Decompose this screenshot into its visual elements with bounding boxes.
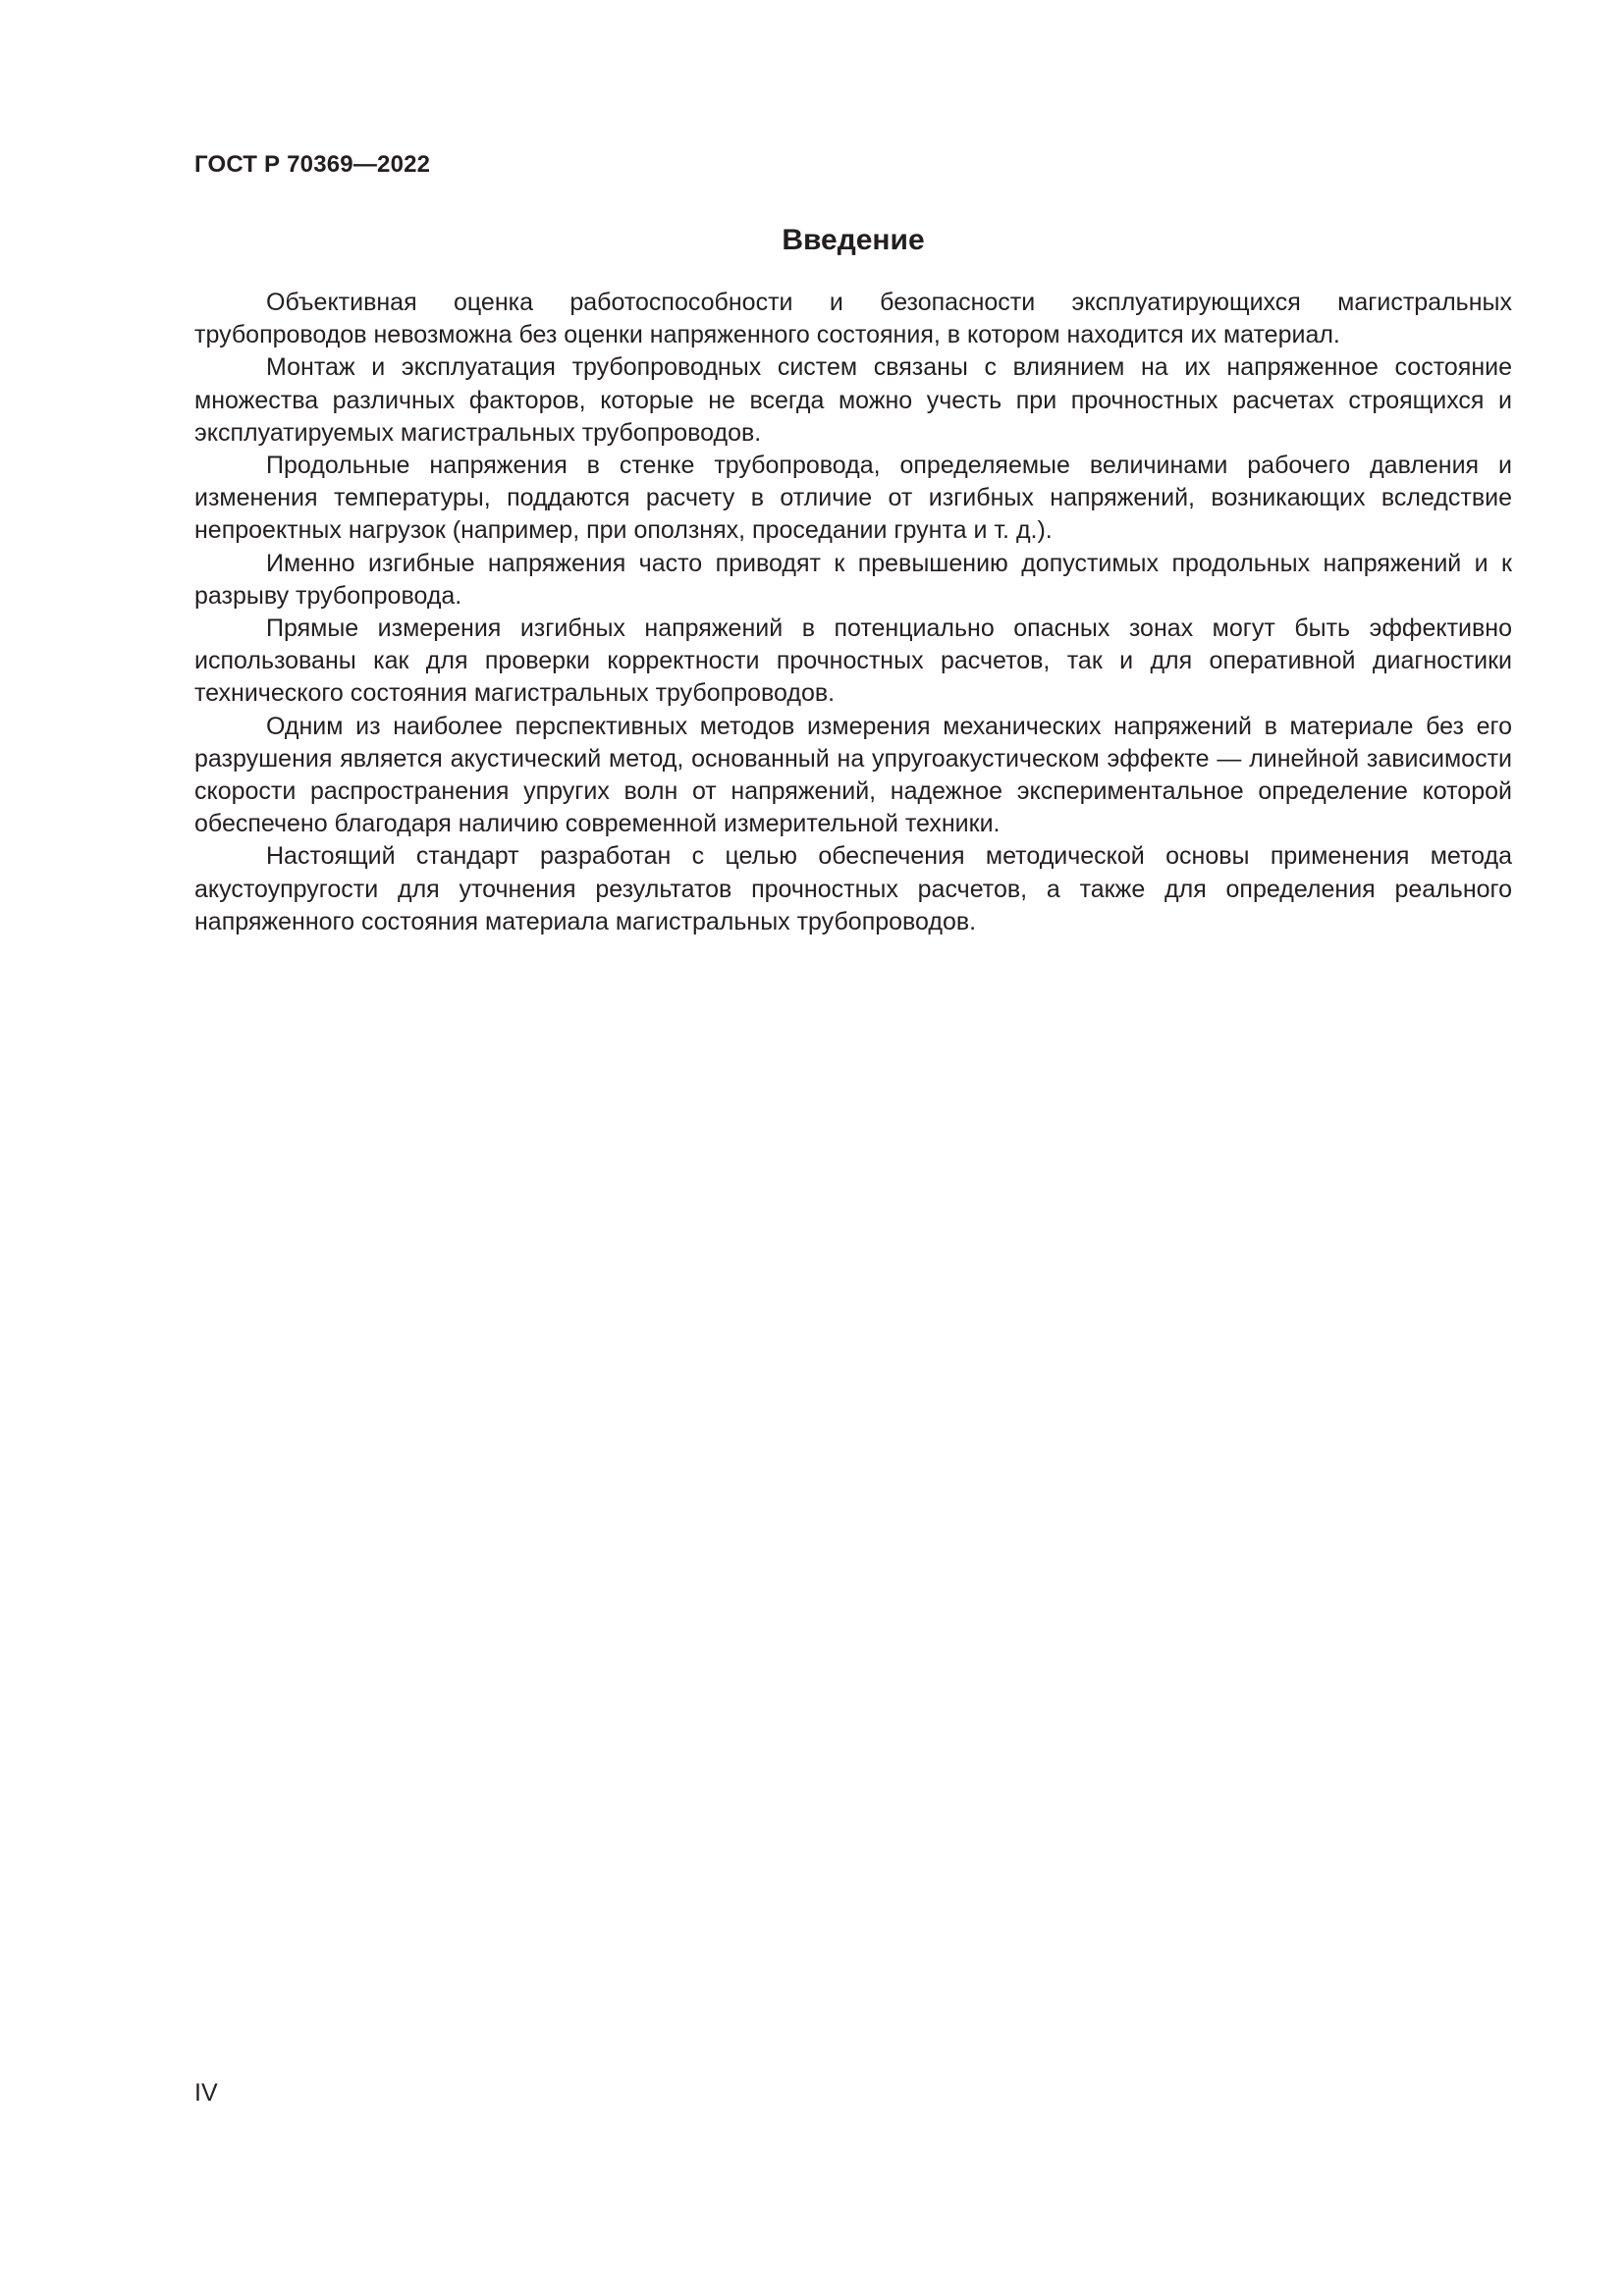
paragraph: Продольные напряжения в стенке трубопровода, определяемые величинами рабочего давления и изменения температуры, поддаются расчету в отличие от изгибных напряжений, возникающих вследствие непроектных нагрузок (например, при оползнях, проседании грунта и т. д.). [194,452,1512,545]
document-code: ГОСТ Р 70369—2022 [194,151,431,178]
paragraph: Монтаж и эксплуатация трубопроводных систем связаны с влиянием на их напряженное состояние множества различных факторов, которые не всегда можно учесть при прочностных расчетах строящихся и эксплуатируемых магистральных трубопроводов. [194,353,1512,447]
introduction-text [194,287,1512,938]
section-title: Введение [782,224,925,256]
page-number: IV [194,2079,218,2107]
paragraph: Объективная оценка работоспособности и безопасности эксплуатирующихся магистральных трубопроводов невозможна без оценки напряженного состояния, в котором находится их материал. [194,289,1512,349]
paragraph: Именно изгибные напряжения часто приводят к превышению допустимых продольных напряжений и к разрыву трубопровода. [194,549,1512,610]
paragraph: Одним из наиболее перспективных методов измерения механических напряжений в материале без его разрушения является акустический метод, основанный на упругоакустическом эффекте — линейной зависимости скорости распространения упругих волн от напряжений, надежное экспериментальное определение которой обеспечено благодаря наличию современной измерительной техники. [194,712,1512,838]
paragraph: Прямые измерения изгибных напряжений в потенциально опасных зонах могут быть эффективно использованы как для проверки корректности прочностных расчетов, так и для оперативной диагностики технического состояния магистральных трубопроводов. [194,614,1512,708]
paragraph: Настоящий стандарт разработан с целью обеспечения методической основы применения метода акустоупругости для уточнения результатов прочностных расчетов, а также для определения реального напряженного состояния материала магистральных трубопроводов. [194,842,1512,935]
